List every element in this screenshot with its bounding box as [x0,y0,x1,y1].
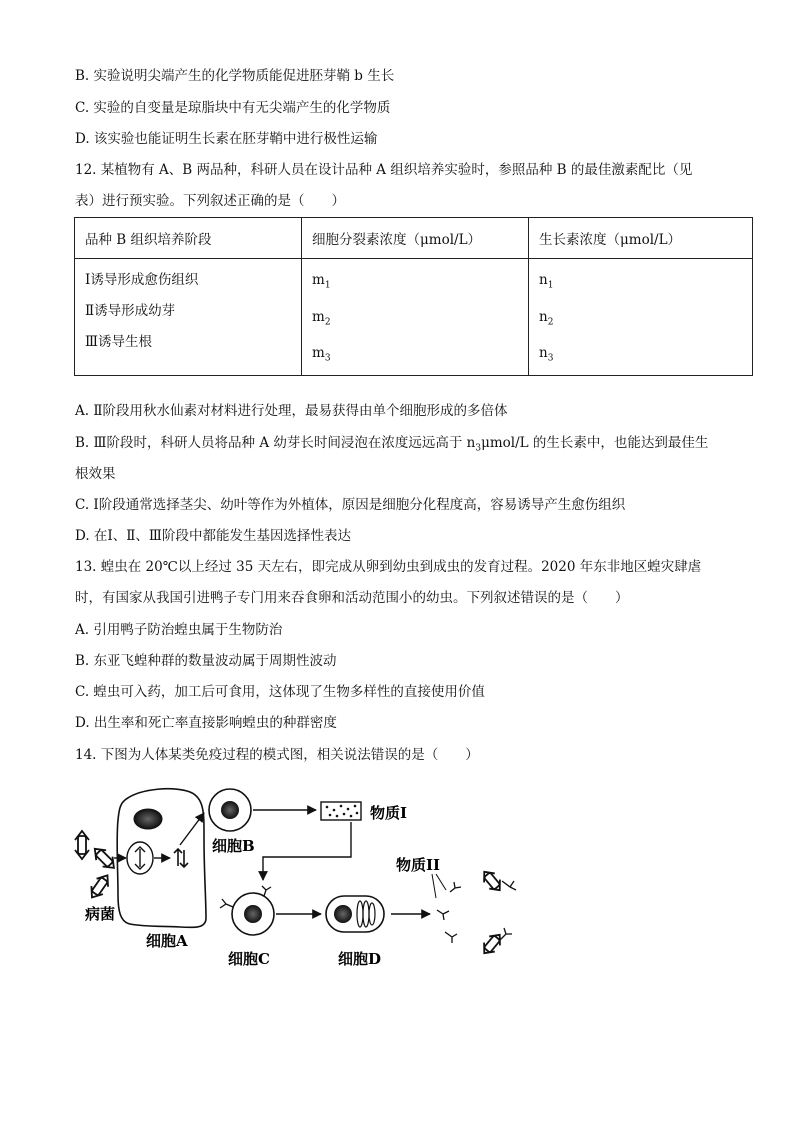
q13-option-c: C. 蝗虫可入药，加工后可食用，这体现了生物多样性的直接使用价值 [75,684,485,700]
table-header-stage: 品种 B 组织培养阶段 [75,218,302,259]
auxin-2: $n_2$ [539,308,554,328]
substance-2-pointer-2 [436,874,446,890]
engulfed-pathogen-icon [135,847,145,869]
cell-a-nucleus [134,809,162,829]
q11-option-b: B. 实验说明尖端产生的化学物质能促进胚芽鞘 b 生长 [75,68,395,84]
q12-option-b-line2: 根效果 [75,466,116,482]
stage-3: Ⅲ诱导生根 [85,334,153,350]
cytokinin-3: $m_3$ [312,345,331,365]
cytokinin-2: $m_2$ [312,308,331,328]
q13-stem-line2: 时，有国家从我国引进鸭子专门用来吞食卵和活动范围小的幼虫。下列叙述错误的是（ ） [75,590,629,606]
q12-option-c: C. Ⅰ阶段通常选择茎尖、幼叶等作为外植体，原因是细胞分化程度高，容易诱导产生愈伤组织 [75,497,626,513]
q13-option-d: D. 出生率和死亡率直接影响蝗虫的种群密度 [75,715,337,731]
antibody-icon-2 [437,910,449,920]
table-header-auxin: 生长素浓度（μmol/L） [529,218,753,259]
cell-b-nucleus [221,801,239,819]
arrow-substance1-to-c [263,822,351,880]
label-cell-b: 细胞B [212,837,255,855]
label-substance-1: 物质Ⅰ [370,804,408,822]
substance-2-pointer-1 [432,874,436,898]
q12-stem-line1: 12. 某植物有 A、B 两品种，科研人员在设计品种 A 组织培养实验时，参照品种 B 的最佳激素配比（见 [75,162,693,178]
cytokinin-1: $m_1$ [312,272,331,291]
complex-antibody-2 [500,928,512,940]
antibody-icon-3 [445,932,457,943]
stage-1: Ⅰ诱导形成愈伤组织 [85,272,199,288]
table-header-cytokinin: 细胞分裂素浓度（μmol/L） [302,218,529,259]
q12-option-b-line1: B. Ⅲ阶段时，科研人员将品种 A 幼芽长时间浸泡在浓度远远高于 $n_3\mu mol/L$ 的生长素中，也能达到最佳生 [75,435,709,454]
presented-antigen-icon [174,849,188,867]
label-pathogen: 病菌 [85,905,116,923]
pathogen-icon-1 [75,831,89,859]
receptor-icon-c2 [220,899,233,908]
stage-2: Ⅱ诱导形成幼芽 [85,303,176,319]
antibody-icon-1 [450,882,461,892]
q12-stem-line2: 表）进行预实验。下列叙述正确的是（ ） [75,193,345,209]
label-cell-d: 细胞D [338,950,382,968]
q13-option-a: A. 引用鸭子防治蝗虫属于生物防治 [75,622,283,638]
antigen-antibody-complex-2 [479,930,505,957]
cell-d-er [357,901,375,927]
arrow-a-to-b [180,813,204,845]
receptor-icon-c1 [262,886,271,896]
cell-c-nucleus [244,905,262,923]
antigen-antibody-complex-1 [479,867,505,894]
q14-stem: 14. 下图为人体某类免疫过程的模式图，相关说法错误的是（ ） [75,747,479,763]
cell-d-nucleus [334,905,352,923]
label-cell-a: 细胞A [146,932,188,950]
pathogen-icon-3 [86,871,113,901]
label-cell-c: 细胞C [228,950,270,968]
q11-option-d: D. 该实验也能证明生长素在胚芽鞘中进行极性运输 [75,131,378,147]
auxin-1: $n_1$ [539,272,554,291]
label-substance-2: 物质ⅠⅠ [396,856,441,874]
q12-option-a: A. Ⅱ阶段用秋水仙素对材料进行处理，最易获得由单个细胞形成的多倍体 [75,403,508,419]
q11-option-c: C. 实验的自变量是琼脂块中有无尖端产生的化学物质 [75,100,391,116]
q12-option-d: D. 在Ⅰ、Ⅱ、Ⅲ阶段中都能发生基因选择性表达 [75,528,351,544]
q13-stem-line1: 13. 蝗虫在 20℃以上经过 35 天左右，即完成从卵到幼虫到成虫的发育过程。2020 年东非地区蝗灾肆虐 [75,559,702,575]
complex-antibody-1 [502,881,516,890]
auxin-3: $n_3$ [539,345,554,365]
q13-option-b: B. 东亚飞蝗种群的数量波动属于周期性波动 [75,653,337,669]
